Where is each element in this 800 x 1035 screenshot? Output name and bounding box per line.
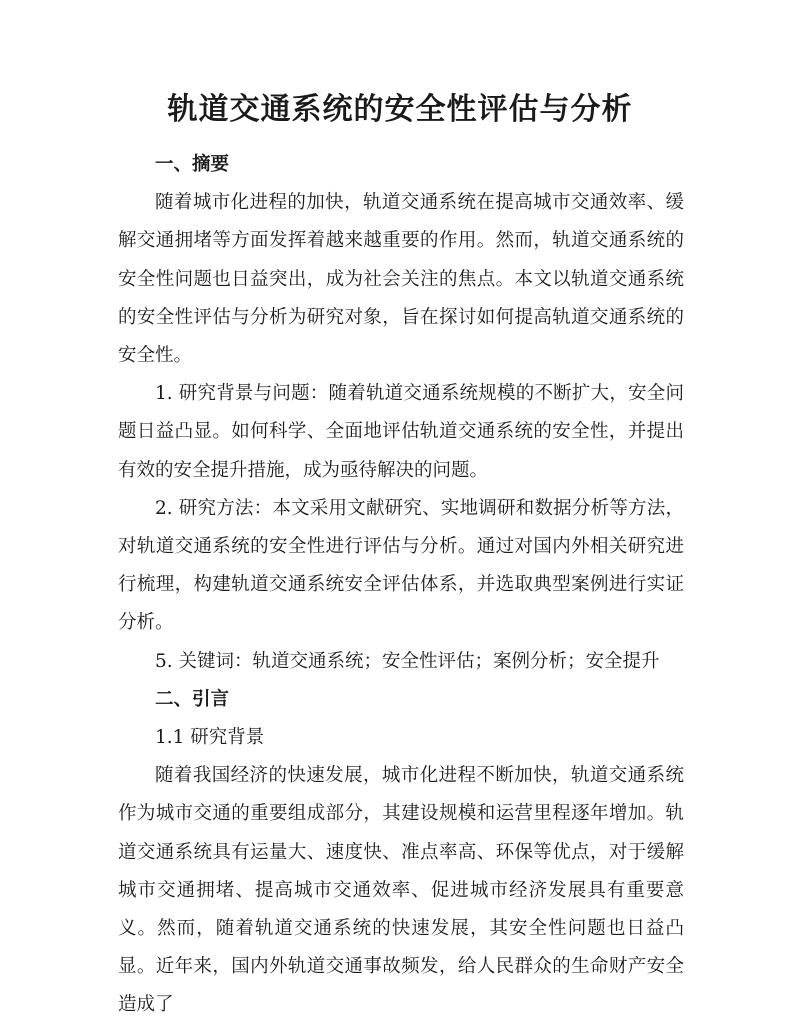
subsection-heading-1-1: 1.1 研究背景 <box>155 727 265 749</box>
list-item-research-background: 1. 研究背景与问题：随着轨道交通系统规模的不断扩大，安全问题日益凸显。如何科学、全面地评估轨道交通系统的安全性，并提出有效的安全提升措施，成为亟待解决的问题。 <box>118 383 684 481</box>
abstract-heading: 一、摘要 <box>155 154 230 175</box>
document-title: 轨道交通系统的安全性评估与分析 <box>167 92 633 127</box>
list-item-research-method: 2. 研究方法：本文采用文献研究、实地调研和数据分析等方法，对轨道交通系统的安全性进行评估与分析。通过对国内外相关研究进行梳理，构建轨道交通系统安全评估体系，并选取典型案例进行实证分析。 <box>118 497 684 634</box>
document-body <box>118 146 684 1025</box>
list-item-keywords: 5. 关键词：轨道交通系统；安全性评估；案例分析；安全提升 <box>155 650 660 672</box>
intro-paragraph: 随着我国经济的快速发展，城市化进程不断加快，轨道交通系统作为城市交通的重要组成部分，其建设规模和运营里程逐年增加。轨道交通系统具有运量大、速度快、准点率高、环保等优点，对于缓解城市交通拥堵、提高城市交通效率、促进城市经济发展具有重要意义。然而，随着轨道交通系统的快速发展，其安全性问题也日益凸显。近年来，国内外轨道交通事故频发，给人民群众的生命财产安全造成了 <box>118 765 684 1016</box>
abstract-paragraph: 随着城市化进程的加快，轨道交通系统在提高城市交通效率、缓解交通拥堵等方面发挥着越来越重要的作用。然而，轨道交通系统的安全性问题也日益突出，成为社会关注的焦点。本文以轨道交通系统的安全性评估与分析为研究对象，旨在探讨如何提高轨道交通系统的安全性。 <box>118 192 684 367</box>
intro-heading: 二、引言 <box>155 688 230 710</box>
